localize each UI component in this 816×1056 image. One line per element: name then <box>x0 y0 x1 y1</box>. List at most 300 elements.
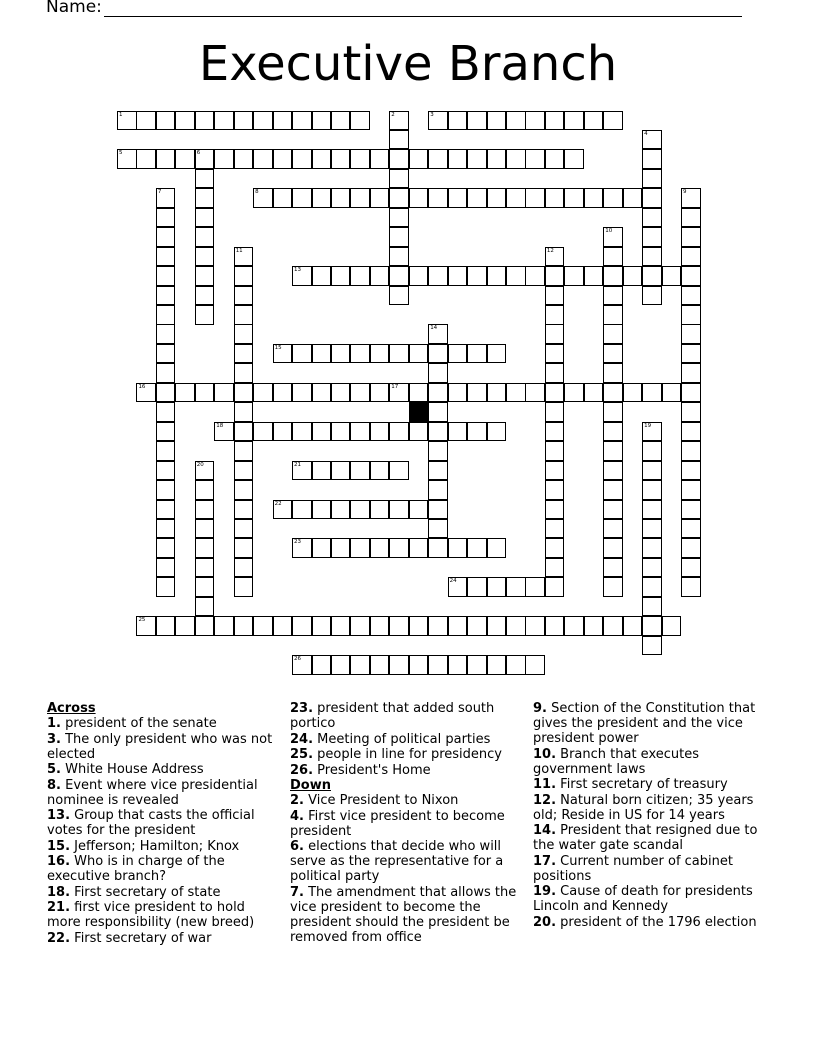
grid-cell[interactable] <box>428 538 448 558</box>
grid-cell[interactable] <box>662 383 682 403</box>
grid-cell[interactable] <box>545 538 565 558</box>
grid-cell[interactable] <box>603 344 623 364</box>
grid-cell[interactable] <box>253 111 273 131</box>
grid-cell[interactable] <box>681 344 701 364</box>
grid-cell[interactable] <box>389 383 409 403</box>
grid-cell[interactable] <box>389 500 409 520</box>
grid-cell[interactable] <box>195 266 215 286</box>
grid-cell[interactable] <box>603 500 623 520</box>
grid-cell[interactable] <box>603 538 623 558</box>
grid-cell[interactable] <box>681 188 701 208</box>
grid-cell[interactable] <box>156 538 176 558</box>
grid-cell[interactable] <box>312 538 332 558</box>
grid-cell[interactable] <box>156 111 176 131</box>
grid-cell[interactable] <box>312 266 332 286</box>
grid-cell[interactable] <box>370 655 390 675</box>
grid-cell[interactable] <box>156 363 176 383</box>
grid-cell[interactable] <box>642 480 662 500</box>
grid-cell[interactable] <box>370 188 390 208</box>
grid-cell[interactable] <box>642 247 662 267</box>
grid-cell[interactable] <box>681 286 701 306</box>
grid-cell[interactable] <box>292 383 312 403</box>
grid-cell[interactable] <box>409 266 429 286</box>
grid-cell[interactable] <box>273 500 293 520</box>
grid-cell[interactable] <box>681 558 701 578</box>
grid-cell[interactable] <box>467 188 487 208</box>
grid-cell[interactable] <box>487 188 507 208</box>
grid-cell[interactable] <box>389 286 409 306</box>
grid-cell[interactable] <box>603 461 623 481</box>
grid-cell[interactable] <box>273 616 293 636</box>
grid-cell[interactable] <box>545 616 565 636</box>
grid-cell[interactable] <box>681 227 701 247</box>
grid-cell[interactable] <box>234 111 254 131</box>
grid-cell[interactable] <box>487 149 507 169</box>
grid-cell[interactable] <box>545 111 565 131</box>
grid-cell[interactable] <box>292 616 312 636</box>
grid-cell[interactable] <box>681 441 701 461</box>
grid-cell[interactable] <box>175 111 195 131</box>
grid-cell[interactable] <box>623 383 643 403</box>
grid-cell[interactable] <box>642 461 662 481</box>
grid-cell[interactable] <box>467 422 487 442</box>
grid-cell[interactable] <box>448 616 468 636</box>
grid-cell[interactable] <box>156 441 176 461</box>
grid-cell[interactable] <box>428 441 448 461</box>
grid-cell[interactable] <box>642 441 662 461</box>
grid-cell[interactable] <box>156 422 176 442</box>
grid-cell[interactable] <box>642 519 662 539</box>
grid-cell[interactable] <box>681 461 701 481</box>
grid-cell[interactable] <box>487 266 507 286</box>
grid-cell[interactable] <box>564 149 584 169</box>
grid-cell[interactable] <box>428 402 448 422</box>
grid-cell[interactable] <box>292 461 312 481</box>
grid-cell[interactable] <box>487 616 507 636</box>
grid-cell[interactable] <box>253 188 273 208</box>
grid-cell[interactable] <box>448 655 468 675</box>
grid-cell[interactable] <box>467 616 487 636</box>
grid-cell[interactable] <box>370 461 390 481</box>
grid-cell[interactable] <box>525 111 545 131</box>
grid-cell[interactable] <box>312 188 332 208</box>
grid-cell[interactable] <box>642 149 662 169</box>
grid-cell[interactable] <box>448 577 468 597</box>
grid-cell[interactable] <box>234 363 254 383</box>
grid-cell[interactable] <box>506 616 526 636</box>
grid-cell[interactable] <box>448 188 468 208</box>
grid-cell[interactable] <box>195 188 215 208</box>
grid-cell[interactable] <box>389 461 409 481</box>
grid-cell[interactable] <box>642 169 662 189</box>
grid-cell[interactable] <box>292 111 312 131</box>
grid-cell[interactable] <box>234 344 254 364</box>
grid-cell[interactable] <box>156 344 176 364</box>
grid-cell[interactable] <box>681 402 701 422</box>
grid-cell[interactable] <box>525 577 545 597</box>
grid-cell[interactable] <box>389 266 409 286</box>
grid-cell[interactable] <box>584 188 604 208</box>
grid-cell[interactable] <box>234 538 254 558</box>
grid-cell[interactable] <box>195 383 215 403</box>
grid-cell[interactable] <box>389 344 409 364</box>
grid-cell[interactable] <box>545 305 565 325</box>
grid-cell[interactable] <box>681 538 701 558</box>
grid-cell[interactable] <box>350 500 370 520</box>
grid-cell[interactable] <box>389 130 409 150</box>
grid-cell[interactable] <box>506 383 526 403</box>
grid-cell[interactable] <box>195 208 215 228</box>
grid-cell[interactable] <box>487 538 507 558</box>
grid-cell[interactable] <box>681 480 701 500</box>
grid-cell[interactable] <box>195 538 215 558</box>
grid-cell[interactable] <box>136 149 156 169</box>
grid-cell[interactable] <box>525 383 545 403</box>
grid-cell[interactable] <box>234 402 254 422</box>
grid-cell[interactable] <box>603 402 623 422</box>
grid-cell[interactable] <box>389 616 409 636</box>
grid-cell[interactable] <box>681 247 701 267</box>
grid-cell[interactable] <box>234 324 254 344</box>
grid-cell[interactable] <box>642 188 662 208</box>
grid-cell[interactable] <box>195 286 215 306</box>
grid-cell[interactable] <box>389 208 409 228</box>
grid-cell[interactable] <box>545 247 565 267</box>
grid-cell[interactable] <box>525 655 545 675</box>
grid-cell[interactable] <box>331 111 351 131</box>
grid-cell[interactable] <box>292 344 312 364</box>
grid-cell[interactable] <box>370 383 390 403</box>
grid-cell[interactable] <box>642 538 662 558</box>
grid-cell[interactable] <box>273 111 293 131</box>
grid-cell[interactable] <box>350 344 370 364</box>
grid-cell[interactable] <box>642 208 662 228</box>
grid-cell[interactable] <box>409 422 429 442</box>
grid-cell[interactable] <box>506 266 526 286</box>
grid-cell[interactable] <box>273 383 293 403</box>
grid-cell[interactable] <box>545 344 565 364</box>
grid-cell[interactable] <box>234 149 254 169</box>
grid-cell[interactable] <box>525 266 545 286</box>
grid-cell[interactable] <box>467 266 487 286</box>
grid-cell[interactable] <box>409 655 429 675</box>
grid-cell[interactable] <box>156 402 176 422</box>
grid-cell[interactable] <box>234 558 254 578</box>
grid-cell[interactable] <box>136 616 156 636</box>
grid-cell[interactable] <box>156 247 176 267</box>
grid-cell[interactable] <box>331 266 351 286</box>
grid-cell[interactable] <box>545 422 565 442</box>
grid-cell[interactable] <box>448 111 468 131</box>
grid-cell[interactable] <box>214 111 234 131</box>
grid-cell[interactable] <box>681 577 701 597</box>
grid-cell[interactable] <box>545 402 565 422</box>
grid-cell[interactable] <box>428 500 448 520</box>
grid-cell[interactable] <box>409 538 429 558</box>
grid-cell[interactable] <box>428 363 448 383</box>
grid-cell[interactable] <box>350 461 370 481</box>
grid-cell[interactable] <box>642 286 662 306</box>
grid-cell[interactable] <box>195 461 215 481</box>
grid-cell[interactable] <box>195 558 215 578</box>
grid-cell[interactable] <box>603 286 623 306</box>
grid-cell[interactable] <box>525 616 545 636</box>
grid-cell[interactable] <box>603 519 623 539</box>
grid-cell[interactable] <box>642 383 662 403</box>
grid-cell[interactable] <box>506 655 526 675</box>
grid-cell[interactable] <box>331 616 351 636</box>
grid-cell[interactable] <box>136 383 156 403</box>
grid-cell[interactable] <box>681 324 701 344</box>
grid-cell[interactable] <box>195 480 215 500</box>
grid-cell[interactable] <box>603 480 623 500</box>
grid-cell[interactable] <box>175 616 195 636</box>
grid-cell[interactable] <box>195 149 215 169</box>
grid-cell[interactable] <box>681 305 701 325</box>
grid-cell[interactable] <box>603 247 623 267</box>
grid-cell[interactable] <box>214 616 234 636</box>
grid-cell[interactable] <box>156 286 176 306</box>
grid-cell[interactable] <box>156 461 176 481</box>
grid-cell[interactable] <box>292 149 312 169</box>
grid-cell[interactable] <box>195 597 215 617</box>
grid-cell[interactable] <box>312 383 332 403</box>
grid-cell[interactable] <box>195 247 215 267</box>
grid-cell[interactable] <box>428 616 448 636</box>
grid-cell[interactable] <box>195 519 215 539</box>
grid-cell[interactable] <box>428 111 448 131</box>
grid-cell[interactable] <box>681 363 701 383</box>
grid-cell[interactable] <box>545 500 565 520</box>
grid-cell[interactable] <box>467 383 487 403</box>
grid-cell[interactable] <box>545 519 565 539</box>
grid-cell[interactable] <box>389 227 409 247</box>
grid-cell[interactable] <box>642 616 662 636</box>
grid-cell[interactable] <box>156 558 176 578</box>
grid-cell[interactable] <box>350 266 370 286</box>
grid-cell[interactable] <box>389 247 409 267</box>
grid-cell[interactable] <box>331 383 351 403</box>
grid-cell[interactable] <box>253 383 273 403</box>
grid-cell[interactable] <box>312 422 332 442</box>
grid-cell[interactable] <box>214 422 234 442</box>
grid-cell[interactable] <box>564 616 584 636</box>
grid-cell[interactable] <box>506 188 526 208</box>
grid-cell[interactable] <box>642 500 662 520</box>
grid-cell[interactable] <box>409 188 429 208</box>
grid-cell[interactable] <box>584 383 604 403</box>
grid-cell[interactable] <box>584 266 604 286</box>
grid-cell[interactable] <box>623 188 643 208</box>
grid-cell[interactable] <box>156 577 176 597</box>
grid-cell[interactable] <box>428 383 448 403</box>
grid-cell[interactable] <box>603 383 623 403</box>
grid-cell[interactable] <box>195 227 215 247</box>
grid-cell[interactable] <box>681 208 701 228</box>
grid-cell[interactable] <box>487 577 507 597</box>
grid-cell[interactable] <box>584 616 604 636</box>
grid-cell[interactable] <box>506 149 526 169</box>
grid-cell[interactable] <box>467 577 487 597</box>
grid-cell[interactable] <box>156 616 176 636</box>
grid-cell[interactable] <box>467 344 487 364</box>
grid-cell[interactable] <box>292 188 312 208</box>
grid-cell[interactable] <box>448 266 468 286</box>
grid-cell[interactable] <box>156 519 176 539</box>
grid-cell[interactable] <box>487 344 507 364</box>
grid-cell[interactable] <box>117 149 137 169</box>
grid-cell[interactable] <box>487 111 507 131</box>
grid-cell[interactable] <box>156 188 176 208</box>
grid-cell[interactable] <box>428 266 448 286</box>
grid-cell[interactable] <box>467 538 487 558</box>
grid-cell[interactable] <box>331 344 351 364</box>
grid-cell[interactable] <box>681 422 701 442</box>
grid-cell[interactable] <box>545 441 565 461</box>
grid-cell[interactable] <box>603 577 623 597</box>
grid-cell[interactable] <box>273 149 293 169</box>
grid-cell[interactable] <box>234 480 254 500</box>
grid-cell[interactable] <box>370 344 390 364</box>
grid-cell[interactable] <box>156 208 176 228</box>
grid-cell[interactable] <box>273 344 293 364</box>
grid-cell[interactable] <box>350 111 370 131</box>
grid-cell[interactable] <box>428 344 448 364</box>
grid-cell[interactable] <box>389 422 409 442</box>
grid-cell[interactable] <box>370 500 390 520</box>
grid-cell[interactable] <box>234 286 254 306</box>
grid-cell[interactable] <box>623 266 643 286</box>
grid-cell[interactable] <box>409 383 429 403</box>
grid-cell[interactable] <box>603 422 623 442</box>
grid-cell[interactable] <box>409 616 429 636</box>
grid-cell[interactable] <box>545 363 565 383</box>
grid-cell[interactable] <box>312 655 332 675</box>
grid-cell[interactable] <box>642 597 662 617</box>
grid-cell[interactable] <box>389 149 409 169</box>
grid-cell[interactable] <box>448 383 468 403</box>
grid-cell[interactable] <box>253 149 273 169</box>
grid-cell[interactable] <box>350 655 370 675</box>
grid-cell[interactable] <box>195 111 215 131</box>
grid-cell[interactable] <box>487 383 507 403</box>
grid-cell[interactable] <box>603 266 623 286</box>
grid-cell[interactable] <box>234 383 254 403</box>
grid-cell[interactable] <box>331 538 351 558</box>
grid-cell[interactable] <box>389 538 409 558</box>
grid-cell[interactable] <box>564 188 584 208</box>
grid-cell[interactable] <box>467 111 487 131</box>
grid-cell[interactable] <box>428 149 448 169</box>
grid-cell[interactable] <box>389 655 409 675</box>
grid-cell[interactable] <box>681 383 701 403</box>
grid-cell[interactable] <box>389 169 409 189</box>
grid-cell[interactable] <box>603 558 623 578</box>
grid-cell[interactable] <box>156 383 176 403</box>
grid-cell[interactable] <box>428 461 448 481</box>
grid-cell[interactable] <box>331 655 351 675</box>
grid-cell[interactable] <box>370 616 390 636</box>
grid-cell[interactable] <box>156 480 176 500</box>
grid-cell[interactable] <box>681 266 701 286</box>
grid-cell[interactable] <box>642 422 662 442</box>
grid-cell[interactable] <box>156 266 176 286</box>
grid-cell[interactable] <box>331 500 351 520</box>
grid-cell[interactable] <box>545 324 565 344</box>
grid-cell[interactable] <box>312 500 332 520</box>
grid-cell[interactable] <box>234 422 254 442</box>
grid-cell[interactable] <box>234 266 254 286</box>
grid-cell[interactable] <box>370 538 390 558</box>
grid-cell[interactable] <box>642 130 662 150</box>
grid-cell[interactable] <box>234 441 254 461</box>
grid-cell[interactable] <box>350 188 370 208</box>
grid-cell[interactable] <box>214 383 234 403</box>
grid-cell[interactable] <box>195 577 215 597</box>
grid-cell[interactable] <box>234 247 254 267</box>
grid-cell[interactable] <box>642 558 662 578</box>
grid-cell[interactable] <box>370 422 390 442</box>
grid-cell[interactable] <box>331 149 351 169</box>
grid-cell[interactable] <box>312 616 332 636</box>
grid-cell[interactable] <box>350 538 370 558</box>
grid-cell[interactable] <box>603 616 623 636</box>
grid-cell[interactable] <box>642 227 662 247</box>
grid-cell[interactable] <box>428 480 448 500</box>
grid-cell[interactable] <box>584 111 604 131</box>
grid-cell[interactable] <box>448 149 468 169</box>
grid-cell[interactable] <box>350 149 370 169</box>
grid-cell[interactable] <box>603 188 623 208</box>
grid-cell[interactable] <box>448 344 468 364</box>
grid-cell[interactable] <box>156 500 176 520</box>
grid-cell[interactable] <box>156 149 176 169</box>
grid-cell[interactable] <box>603 305 623 325</box>
grid-cell[interactable] <box>545 188 565 208</box>
grid-cell[interactable] <box>564 266 584 286</box>
grid-cell[interactable] <box>234 500 254 520</box>
grid-cell[interactable] <box>195 305 215 325</box>
grid-cell[interactable] <box>603 227 623 247</box>
grid-cell[interactable] <box>681 519 701 539</box>
grid-cell[interactable] <box>350 616 370 636</box>
grid-cell[interactable] <box>623 616 643 636</box>
grid-cell[interactable] <box>156 324 176 344</box>
grid-cell[interactable] <box>370 149 390 169</box>
grid-cell[interactable] <box>389 111 409 131</box>
grid-cell[interactable] <box>448 422 468 442</box>
grid-cell[interactable] <box>428 188 448 208</box>
grid-cell[interactable] <box>603 441 623 461</box>
grid-cell[interactable] <box>312 461 332 481</box>
grid-cell[interactable] <box>175 383 195 403</box>
grid-cell[interactable] <box>175 149 195 169</box>
grid-cell[interactable] <box>603 363 623 383</box>
grid-cell[interactable] <box>545 149 565 169</box>
grid-cell[interactable] <box>273 422 293 442</box>
grid-cell[interactable] <box>428 519 448 539</box>
grid-cell[interactable] <box>545 266 565 286</box>
grid-cell[interactable] <box>603 324 623 344</box>
grid-cell[interactable] <box>545 577 565 597</box>
grid-cell[interactable] <box>292 655 312 675</box>
grid-cell[interactable] <box>234 305 254 325</box>
grid-cell[interactable] <box>409 500 429 520</box>
grid-cell[interactable] <box>525 149 545 169</box>
grid-cell[interactable] <box>292 422 312 442</box>
grid-cell[interactable] <box>487 655 507 675</box>
grid-cell[interactable] <box>428 324 448 344</box>
